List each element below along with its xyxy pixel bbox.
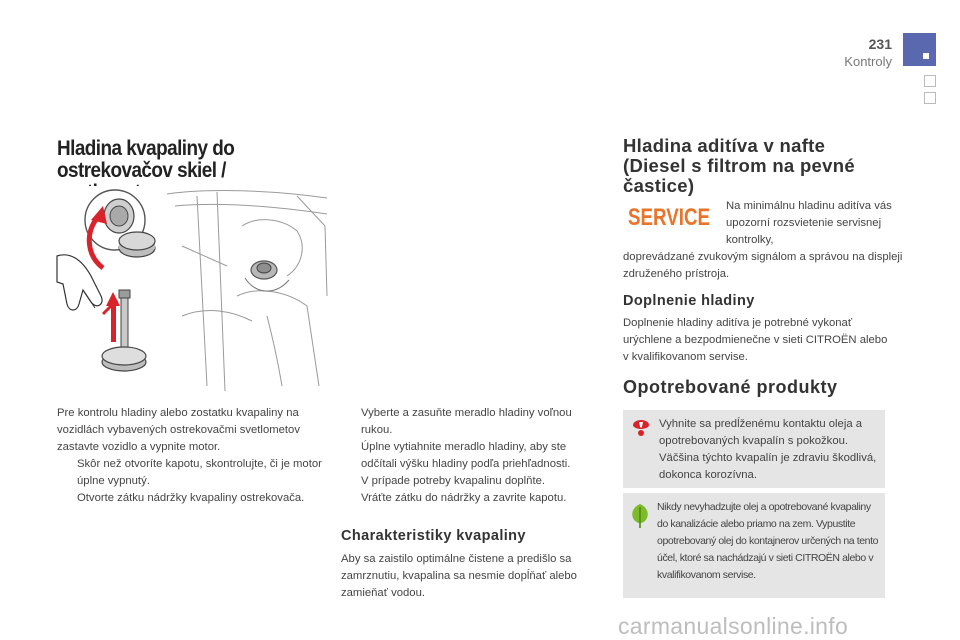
washer-reservoir-illustration [57,186,329,392]
service-label: SERVICE [628,204,710,231]
list-item: Vráťte zátku do nádržky a zavrite kapotu. [361,492,567,504]
list-item: Skôr než otvoríte kapotu, skontrolujte, či je motor úplne vypnutý. [77,458,322,487]
service-warning-text: Na minimálnu hladinu aditíva vás upozorní rozsvietenie servisnej kontrolky, [726,200,892,246]
list-item: Otvorte zátku nádržky kvapaliny ostrekovača. [77,492,305,504]
fluid-characteristics-text: Aby sa zaistilo optimálne čistene a predišlo sa zamrznutiu, kvapalina sa nesmie dopĺňať alebo zamieňať vodou. [341,553,577,599]
warning-icon [629,418,653,438]
warning-text: Vyhnite sa predĺženému kontaktu oleja a opotrebovaných kvapalín s pokožkou. Väčšina týchto kvapalín je zdraviu škodlivá, dokonca korozívna. [659,418,877,481]
used-products-heading: Opotrebované produkty [623,377,838,397]
refill-heading: Doplnenie hladiny [623,293,755,309]
chapter-tab-empty[interactable] [924,92,936,104]
list-item: Vyberte a zasuňte meradlo hladiny voľnou rukou. [361,407,572,436]
warning-box [623,410,885,488]
watermark: carmanualsonline.info [618,613,849,639]
eco-leaf-icon [629,503,651,529]
page-number: 231 [868,36,892,52]
washer-steps-list-1 [57,456,322,507]
environment-text: Nikdy nevyhadzujte olej a opotrebované kvapaliny do kanalizácie alebo priamo na zem. Vypustite opotrebovaný olej do kontajnerov určených na tento účel, ktoré sa nachádzajú v sieti CITROËN alebo v kvalifikovanom servise. [657,501,879,581]
list-item: V prípade potreby kvapalinu doplňte. [361,475,546,487]
chapter-tab-empty[interactable] [924,75,936,87]
service-warning-icon [626,203,712,231]
section-name: Kontroly [844,54,892,69]
chapter-tab[interactable] [903,33,936,66]
fluid-characteristics-heading: Charakteristiky kvapaliny [341,528,526,544]
section-title-additive: Hladina aditíva v nafte (Diesel s filtrom na pevné častice) [623,135,855,196]
list-item: Úplne vytiahnite meradlo hladiny, aby ste odčítali výšku hladiny podľa priehľadnosti. [361,441,571,470]
service-warning-text-cont: doprevádzané zvukovým signálom a správou na displeji združeného prístroja. [623,251,903,280]
washer-intro: Pre kontrolu hladiny alebo zostatku kvapaliny na vozidlách vybavených ostrekovačmi svetlometov zastavte vozidlo a vypnite motor. [57,407,300,453]
section-title-washer: Hladina kvapaliny do ostrekovačov skiel / [57,137,235,182]
refill-text: Doplnenie hladiny aditíva je potrebné vykonať urýchlene a bezpodmienečne v sieti CITROËN alebo v kvalifikovanom servise. [623,317,888,363]
environment-box [623,493,885,598]
tab-marker-icon [923,53,929,59]
washer-steps-list-2 [341,405,603,507]
